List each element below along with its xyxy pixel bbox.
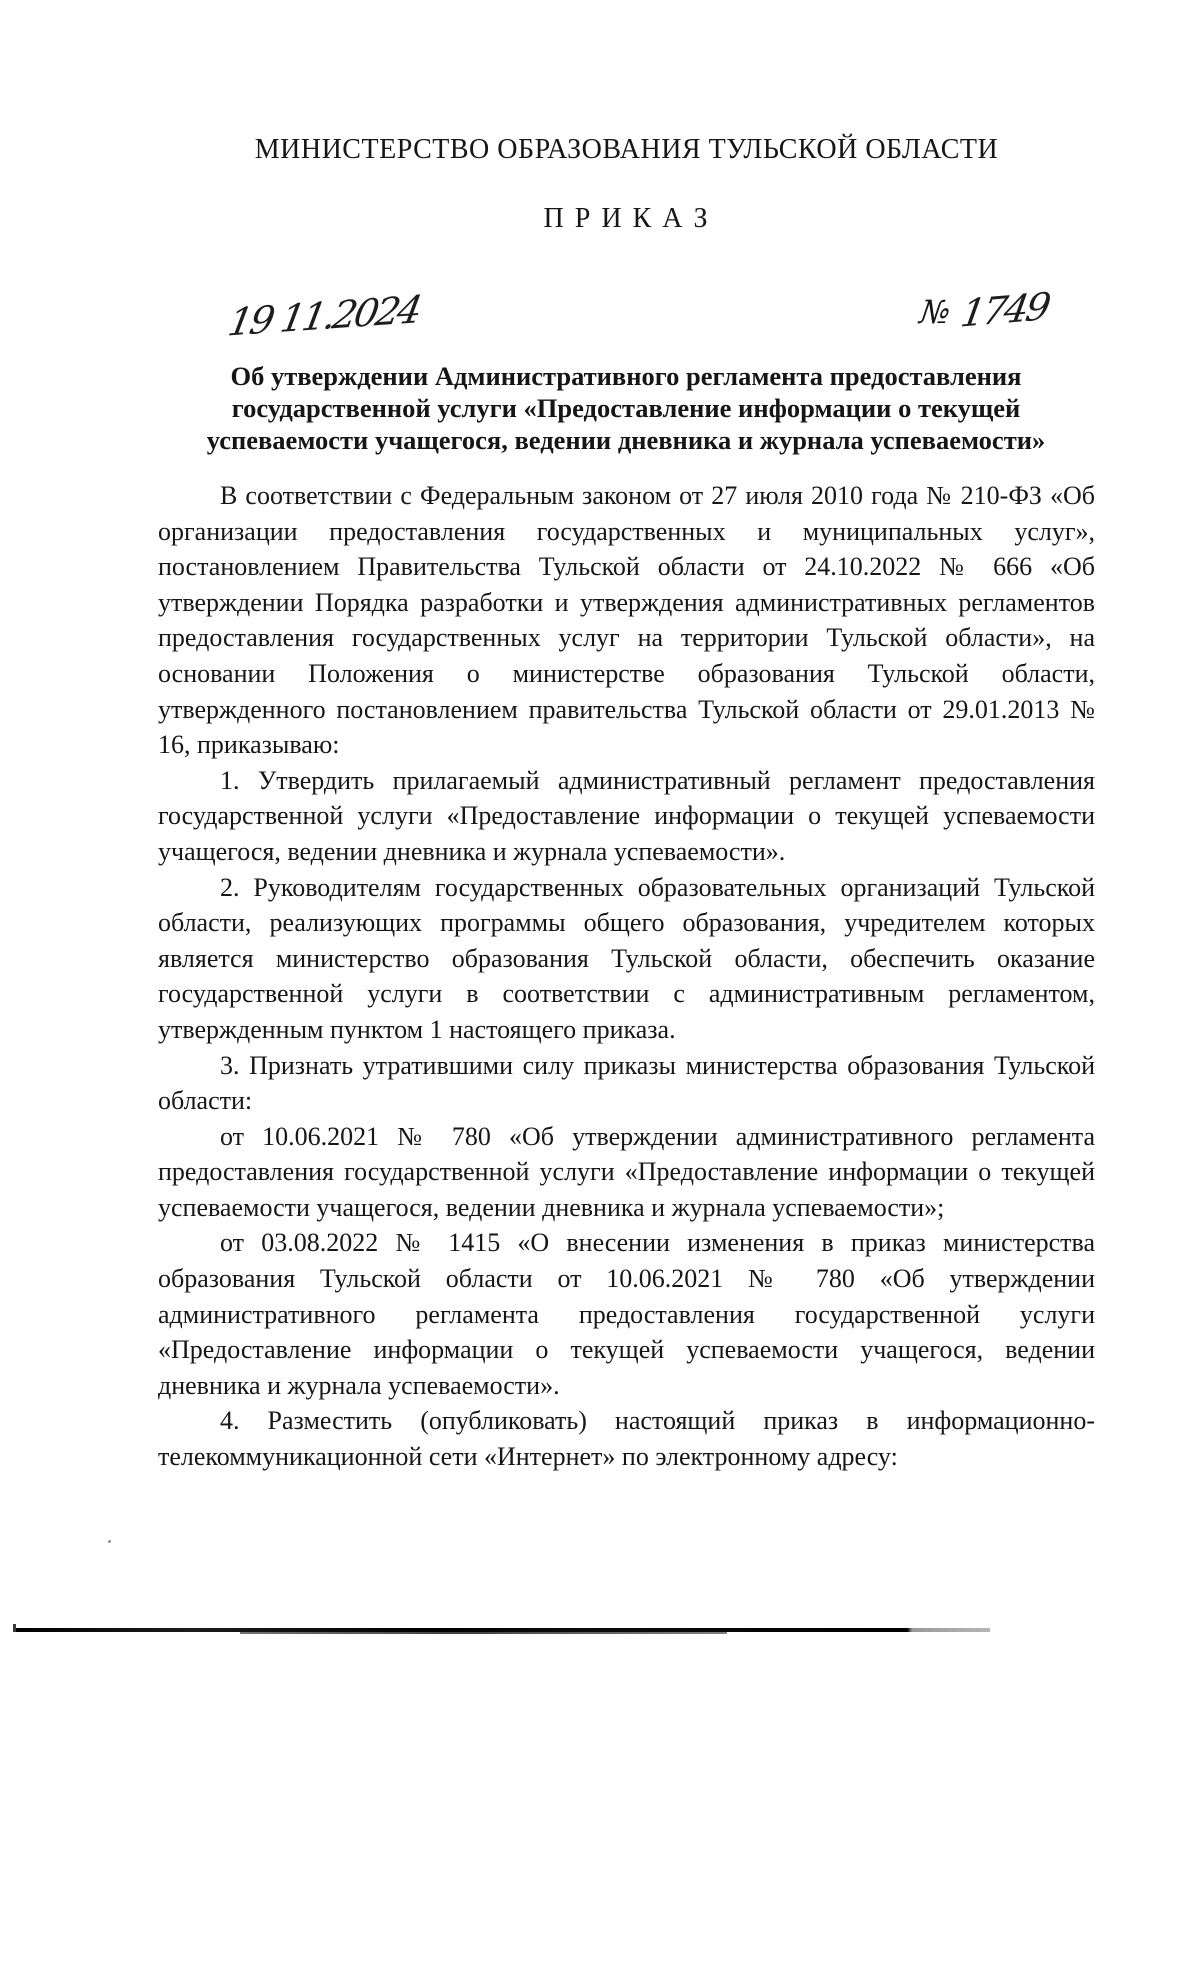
order-paragraph-4: 4. Разместить (опубликовать) настоящий приказ в информационно-телекоммуникационной сети «Интернет» по электронному адресу: [158, 1406, 1095, 1472]
number-sign: № [917, 293, 953, 331]
order-title: Об утверждении Административного регламента предоставления государственной услуги «Предоставление информации о текущей успеваемости учащегося, ведении дневника и журнала успеваемости» [206, 361, 1046, 455]
order-paragraph-3b: от 03.08.2022 № 1415 «О внесении изменения в приказ министерства образования Тульской области от 10.06.2021 № 780 «Об утверждении административного регламента предоставления государственной услуги «Предоставление информации о текущей успеваемости учащегося, ведении дневника и журнала успеваемости». [158, 1228, 1095, 1400]
order-paragraph-intro: В соответствии с Федеральным законом от 27 июля 2010 года № 210-ФЗ «Об организации предоставления государственных и муниципальных услуг», постановлением Правительства Тульской области от 24.10.2022 № 666 «Об утверждении Порядка разработки и утверждения административных регламентов предоставления государственных услуг на территории Тульской области», на основании Положения о министерстве образования Тульской области, утвержденного постановлением правительства Тульской области от 29.01.2013 № 16, приказываю: [158, 481, 1095, 760]
document-number [917, 284, 1052, 336]
order-paragraph-2: 2. Руководителям государственных образовательных организаций Тульской области, реализующих программы общего образования, учредителем которых является министерство образования Тульской области, обеспечить оказание государственной услуги в соответствии с административным регламентом, утвержденным пунктом 1 настоящего приказа. [158, 872, 1095, 1044]
requisites-row [158, 284, 1095, 354]
order-paragraph-1: 1. Утвердить прилагаемый административный регламент предоставления государственной услуги «Предоставление информации о текущей успеваемости учащегося, ведении дневника и журнала успеваемости». [158, 765, 1095, 866]
ministry-name-heading: МИНИСТЕРСТВО ОБРАЗОВАНИЯ ТУЛЬСКОЙ ОБЛАСТИ [254, 134, 999, 165]
handwritten-date: 19 11.2024 [224, 287, 423, 345]
scan-artifact-line [16, 1628, 990, 1632]
document-type-heading: П Р И К А З [543, 203, 710, 234]
handwritten-number: 1749 [957, 284, 1052, 336]
order-body [158, 478, 1095, 1475]
order-paragraph-3: 3. Признать утратившими силу приказы министерства образования Тульской области: [158, 1050, 1095, 1116]
scan-speck [108, 1540, 111, 1543]
order-paragraph-3a: от 10.06.2021 № 780 «Об утверждении административного регламента предоставления государственной услуги «Предоставление информации о текущей успеваемости учащегося, ведении дневника и журнала успеваемости»; [158, 1121, 1095, 1222]
